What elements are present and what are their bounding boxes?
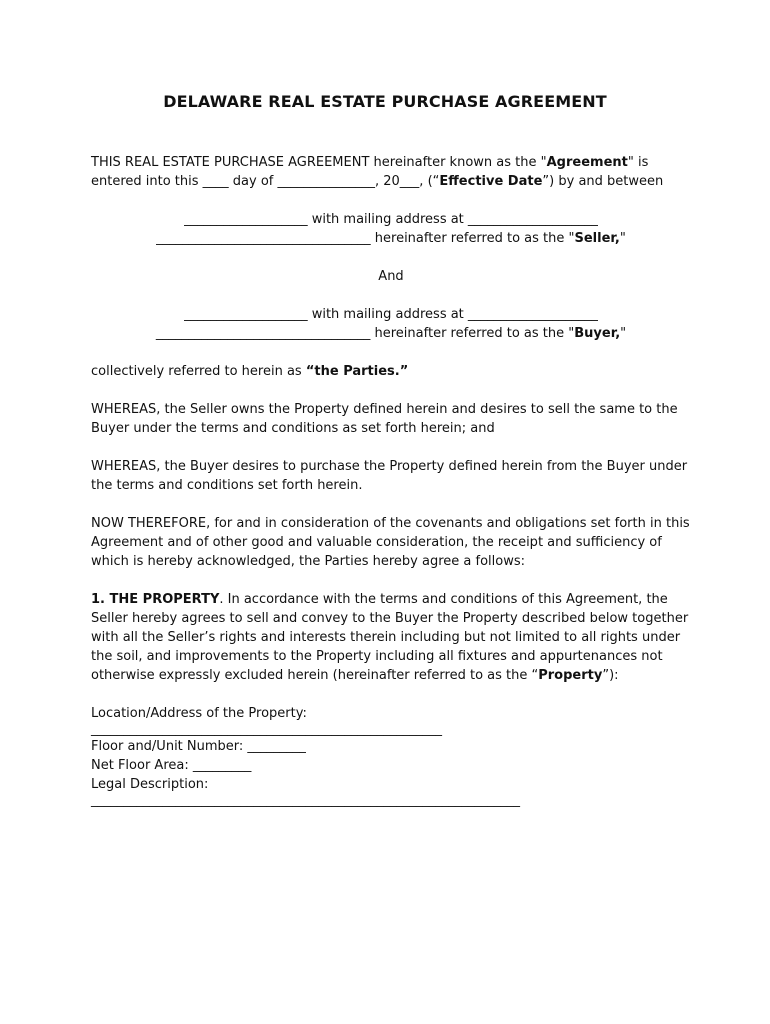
- legal-description-label: Legal Description:: [91, 777, 209, 792]
- agreement-term: Agreement: [546, 155, 628, 170]
- whereas-buyer-paragraph: WHEREAS, the Buyer desires to purchase the Property defined herein from the Buyer under the terms and conditions set forth herein.: [91, 459, 688, 493]
- net-floor-area-field: Net Floor Area: _________: [91, 758, 252, 773]
- floor-unit-field: Floor and/Unit Number: _________: [91, 739, 306, 754]
- seller-term: Seller,: [574, 231, 620, 246]
- intro-text-2: " is entered into this ____ day of _______________, 20___, (“: [91, 155, 649, 189]
- seller-block: [91, 210, 691, 248]
- document-title: DELAWARE REAL ESTATE PURCHASE AGREEMENT: [163, 92, 607, 111]
- section-1-heading: 1. THE PROPERTY: [91, 592, 220, 607]
- document-body: [91, 153, 691, 808]
- property-fields: [91, 704, 691, 808]
- buyer-referred-text: _________________________________ hereinafter referred to as the ": [155, 326, 575, 341]
- buyer-name-address-line: ___________________ with mailing address at ____________________: [184, 307, 598, 322]
- seller-referred-end: ": [619, 231, 626, 246]
- location-label: Location/Address of the Property:: [91, 706, 307, 721]
- intro-text-1: THIS REAL ESTATE PURCHASE AGREEMENT hereinafter known as the ": [91, 155, 547, 170]
- legal-description-blank-line: __________________________________________________________________: [91, 793, 520, 808]
- intro-paragraph: [91, 153, 691, 191]
- parties-term: “the Parties.”: [305, 364, 409, 379]
- parties-paragraph: [91, 362, 691, 381]
- buyer-term: Buyer,: [574, 326, 621, 341]
- section-1-end: ”):: [602, 668, 619, 683]
- effective-date-term: Effective Date: [439, 174, 543, 189]
- seller-referred-text: _________________________________ hereinafter referred to as the ": [156, 231, 575, 246]
- buyer-referred-end: ": [620, 326, 627, 341]
- buyer-referred-line: [91, 324, 691, 343]
- seller-referred-line: [91, 229, 691, 248]
- now-therefore-paragraph: NOW THEREFORE, for and in consideration of the covenants and obligations set forth in this Agreement and of other good and valuable consideration, the receipt and sufficiency of which is hereby acknowledged, the Parties hereby agree a follows:: [91, 516, 690, 569]
- property-term: Property: [538, 668, 603, 683]
- seller-name-address-line: ___________________ with mailing address at ____________________: [184, 212, 598, 227]
- section-property-paragraph: [91, 590, 691, 685]
- buyer-block: [91, 305, 691, 343]
- parties-text: collectively referred to herein as: [91, 364, 306, 379]
- intro-text-3: ”) by and between: [542, 174, 664, 189]
- location-blank-line: ______________________________________________________: [91, 722, 442, 737]
- whereas-seller-paragraph: WHEREAS, the Seller owns the Property defined herein and desires to sell the same to the Buyer under the terms and conditions as set forth herein; and: [91, 402, 678, 436]
- section-1-text: . In accordance with the terms and conditions of this Agreement, the Seller hereby agrees to sell and convey to the Buyer the Property described below together with all the Seller’s rights and interests therein including but not limited to all rights under the soil, and improvements to the Property including all fixtures and appurtenances not otherwise expressly excluded herein (hereinafter referred to as the “: [91, 592, 689, 683]
- and-separator: And: [378, 269, 404, 284]
